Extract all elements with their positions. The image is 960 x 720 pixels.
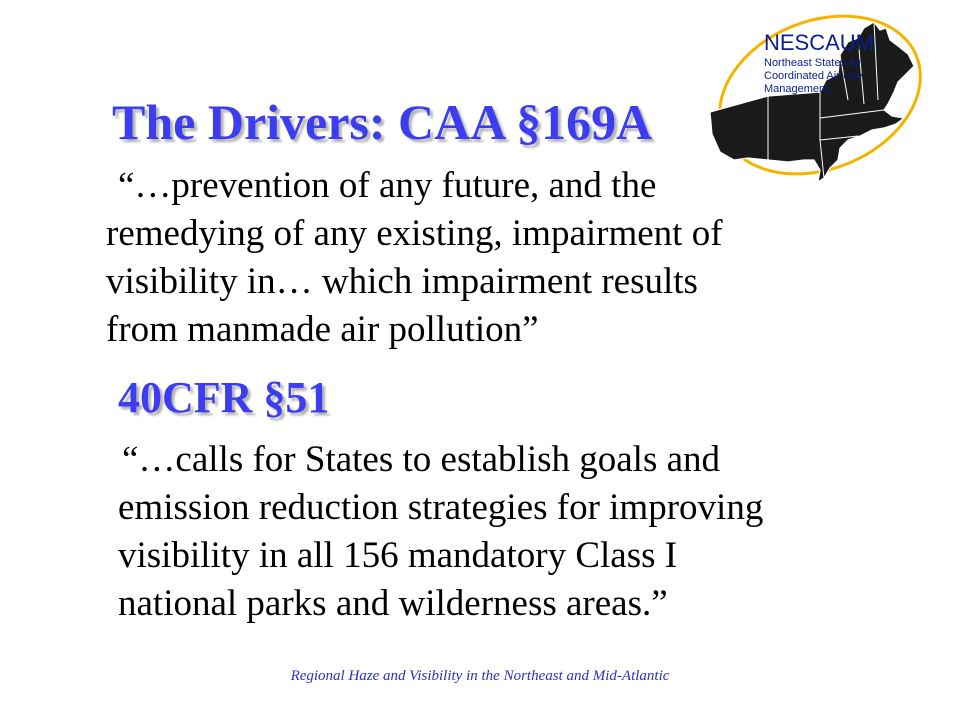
quote-40cfr-51 [118,436,763,628]
quote-caa-169a [106,162,723,354]
logo-tagline-line-2: Coordinated Air Use [764,70,863,82]
nescaum-logo [708,0,938,190]
logo-tagline-line-1: Northeast States for [764,57,862,69]
quote1-line: visibility in… which impairment results [106,261,698,302]
slide-title: The Drivers: CAA §169A [112,94,653,150]
quote1-line: remedying of any existing, impairment of [106,213,723,254]
quote2-line: national parks and wilderness areas.” [118,583,668,624]
slide-footer: Regional Haze and Visibility in the Northeast and Mid-Atlantic [290,668,670,684]
quote2-line: visibility in all 156 mandatory Class I [118,535,678,576]
quote2-line: emission reduction strategies for improving [118,487,764,528]
quote1-line: from manmade air pollution” [106,309,539,350]
logo-tagline-line-3: Management [764,83,829,95]
quote2-line: “…calls for States to establish goals and [122,439,721,480]
logo-name: NESCAUM [764,30,875,55]
quote1-line: “…prevention of any future, and the [118,165,657,206]
section-heading-40cfr: 40CFR §51 [118,373,330,422]
